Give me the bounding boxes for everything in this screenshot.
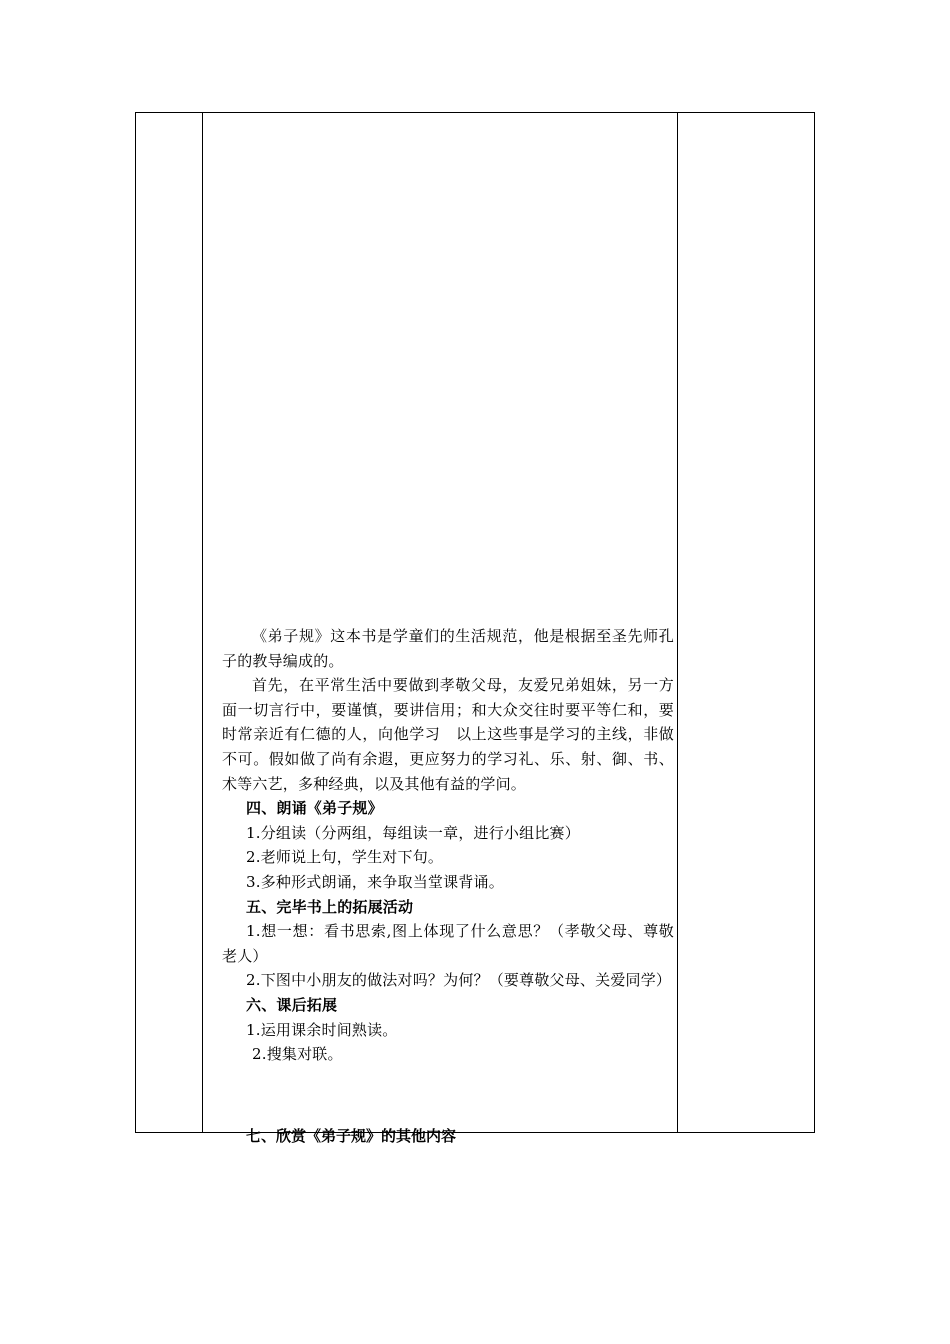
right-column-cell (678, 113, 815, 1133)
section-4-heading: 四、朗诵《弟子规》 (246, 799, 383, 818)
section-7-heading: 七、欣赏《弟子规》的其他内容 (246, 1127, 457, 1145)
section-4-item-3: 3.多种形式朗诵，来争取当堂课背诵。 (246, 872, 504, 891)
section-6-heading: 六、课后拓展 (246, 995, 338, 1014)
section-6-item-2: 2.搜集对联。 (252, 1045, 343, 1064)
lesson-text (222, 624, 674, 1067)
left-column-cell (136, 113, 203, 1133)
section-6-item-1: 1.运用课余时间熟读。 (246, 1020, 398, 1039)
section-5-heading: 五、完毕书上的拓展活动 (246, 897, 414, 916)
section-4-item-2: 2.老师说上句，学生对下句。 (246, 848, 444, 867)
section-5-item-1: 1.想一想：看书思索,图上体现了什么意思？（孝敬父母、尊敬老人） (222, 922, 674, 965)
section-5-item-2: 2.下图中小朋友的做法对吗？为何？（要尊敬父母、关爱同学） (246, 971, 672, 990)
intro-paragraph: 《弟子规》这本书是学童们的生活规范，他是根据至圣先师孔子的教导编成的。 (222, 627, 674, 670)
section-4-item-1: 1.分组读（分两组，每组读一章，进行小组比赛） (246, 823, 580, 842)
explanation-paragraph: 首先，在平常生活中要做到孝敬父母，友爱兄弟姐妹，另一方面一切言行中，要谨慎，要讲信用；和大众交往时要平等仁和，要时常亲近有仁德的人，向他学习 以上这些事是学习的主线，非做不可。假如做了尚有余遐，更应努力的学习礼、乐、射、御、书、术等六艺，多种经典，以及其他有益的学问。 (222, 676, 674, 793)
